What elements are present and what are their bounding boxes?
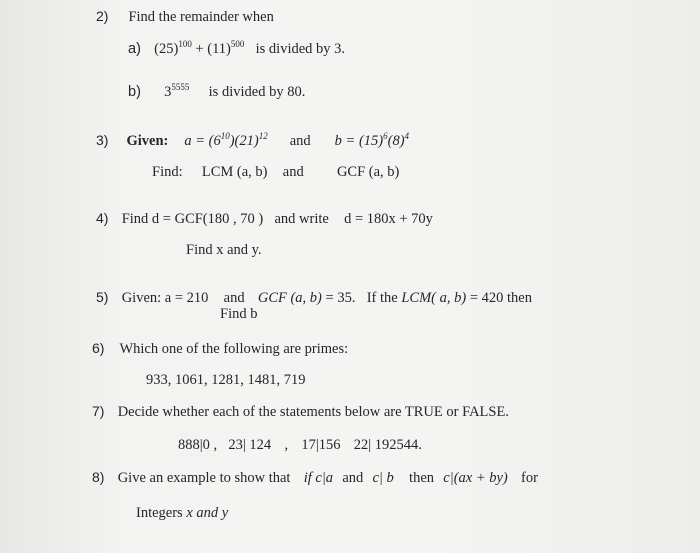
expr-exponent: 500 — [230, 39, 245, 49]
question-number: 2) — [96, 8, 109, 24]
question-3 — [96, 132, 409, 150]
gcf-text: GCF (a, b) — [257, 290, 322, 306]
question-6-list — [146, 372, 306, 389]
question-2 — [96, 8, 274, 26]
question-number: 4) — [96, 210, 109, 226]
question-text: Find d = GCF(180 , 70 ) — [121, 211, 264, 227]
question-number: 6) — [92, 340, 105, 356]
question-text: Find b — [220, 306, 258, 322]
question-2a — [128, 41, 345, 58]
then-word: then — [409, 470, 435, 486]
statement: 888|0 , — [178, 437, 218, 453]
and-word: and — [289, 133, 311, 149]
expr-base: (11) — [207, 41, 231, 57]
question-5-line2 — [220, 306, 257, 323]
question-7 — [92, 403, 509, 421]
plus-sign: + — [195, 41, 204, 57]
question-number: 3) — [96, 132, 109, 148]
question-text: and write — [274, 211, 329, 227]
question-number: 5) — [96, 289, 109, 305]
given-label: Given: — [126, 133, 169, 149]
lcm-text: LCM (a, b) — [201, 164, 268, 180]
separator: , — [284, 437, 289, 453]
expr-base: 3 — [164, 84, 172, 100]
expr-exponent: 5555 — [171, 82, 190, 92]
gcf-text: GCF (a, b) — [336, 164, 400, 180]
b-expression: $b = (15)^6(8)^4$ — [334, 131, 410, 149]
and-word: and — [223, 290, 245, 306]
find-label: Find: — [152, 164, 183, 180]
and-word: and — [342, 470, 364, 486]
question-text: Which one of the following are primes: — [119, 341, 349, 357]
question-text: Given: a = 210 — [121, 290, 209, 306]
question-5 — [96, 289, 532, 307]
question-6 — [92, 340, 348, 358]
statement: 22| 192544. — [353, 437, 422, 453]
expr-exponent: 100 — [178, 39, 192, 49]
question-8-line2 — [136, 505, 228, 522]
for-word: for — [521, 470, 538, 486]
question-text: Find the remainder when — [128, 9, 274, 25]
a-expression: $a = (6^{10})(21)^{12}$ — [184, 131, 268, 149]
question-8 — [92, 469, 538, 487]
question-text: If the — [366, 290, 398, 306]
question-text: = 420 then — [469, 290, 532, 306]
question-7-statements — [178, 437, 422, 454]
question-number: 8) — [92, 469, 105, 485]
question-4-line2 — [186, 242, 262, 259]
variables: x and y — [186, 505, 229, 521]
question-text: Integers — [136, 505, 183, 521]
question-4 — [96, 210, 433, 228]
question-2b — [128, 84, 305, 101]
question-text: Decide whether each of the statements below are TRUE or FALSE. — [117, 404, 509, 420]
and-word: and — [282, 164, 304, 180]
question-text: = 35. — [325, 290, 356, 306]
part-label: a) — [128, 41, 141, 57]
statement: 17|156 — [301, 437, 341, 453]
question-number: 7) — [92, 403, 105, 419]
expr-base: (25) — [154, 41, 179, 57]
condition: if c|a — [303, 470, 334, 486]
part-text: is divided by 80. — [208, 84, 306, 100]
question-text: Find x and y. — [186, 242, 262, 258]
question-3-find — [152, 164, 399, 181]
condition: c| b — [372, 470, 394, 486]
lcm-text: LCM( a, b) — [401, 290, 467, 306]
question-text: Give an example to show that — [117, 470, 291, 486]
equation: d = 180x + 70y — [344, 211, 433, 227]
part-text: is divided by 3. — [255, 41, 346, 57]
conclusion: c|(ax + by) — [443, 470, 508, 486]
part-label: b) — [128, 84, 141, 100]
number-list: 933, 1061, 1281, 1481, 719 — [146, 372, 306, 388]
statement: 23| 124 — [228, 437, 272, 453]
